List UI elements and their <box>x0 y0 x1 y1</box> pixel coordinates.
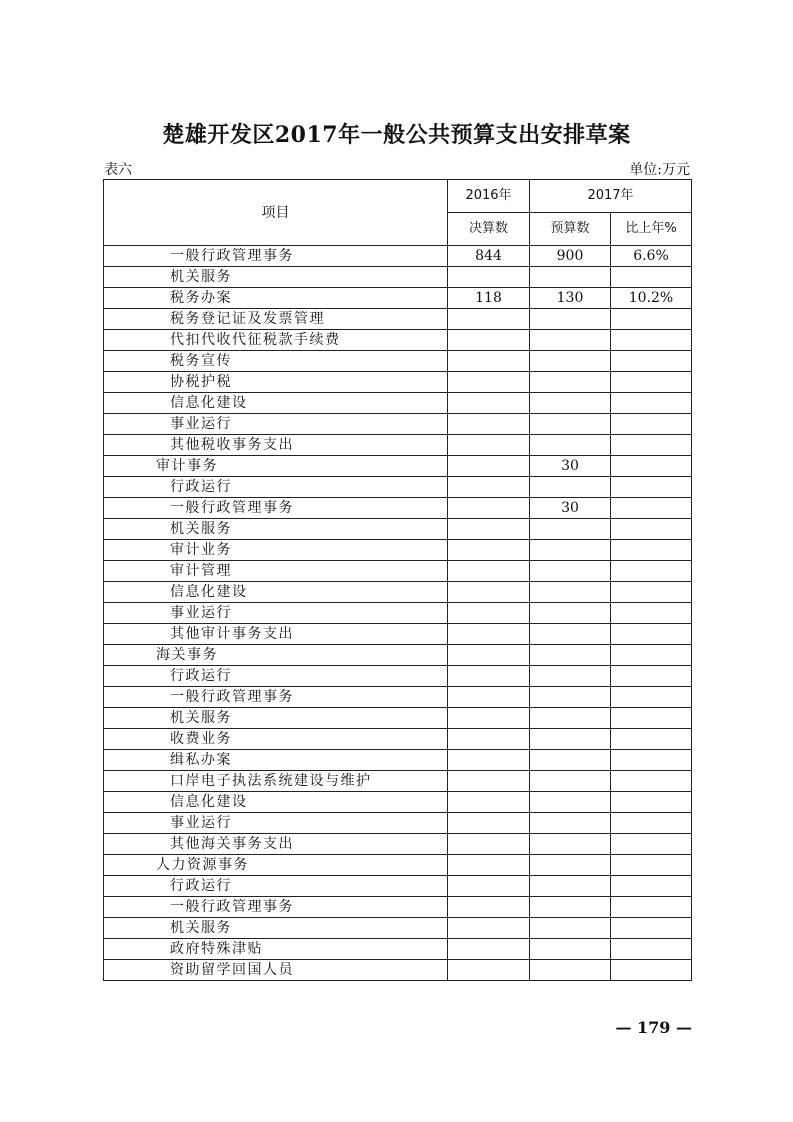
table-row <box>104 918 692 939</box>
row-final-2016 <box>448 666 530 687</box>
row-final-2016 <box>448 372 530 393</box>
row-budget-2017 <box>530 855 611 876</box>
table-row <box>104 624 692 645</box>
row-final-2016 <box>448 330 530 351</box>
header-change: 比上年% <box>611 213 692 246</box>
row-change-percent <box>611 603 692 624</box>
row-final-2016 <box>448 267 530 288</box>
row-item-name: 一般行政管理事务 <box>104 246 448 267</box>
row-final-2016 <box>448 645 530 666</box>
table-row <box>104 309 692 330</box>
table-row <box>104 435 692 456</box>
row-item-name: 其他海关事务支出 <box>104 834 448 855</box>
row-change-percent <box>611 540 692 561</box>
row-change-percent <box>611 519 692 540</box>
row-item-name: 口岸电子执法系统建设与维护 <box>104 771 448 792</box>
row-budget-2017 <box>530 351 611 372</box>
table-row <box>104 267 692 288</box>
row-final-2016 <box>448 414 530 435</box>
row-final-2016 <box>448 813 530 834</box>
row-item-name: 海关事务 <box>104 645 448 666</box>
row-final-2016 <box>448 897 530 918</box>
table-row <box>104 288 692 309</box>
row-item-name: 税务办案 <box>104 288 448 309</box>
header-item: 项目 <box>104 180 448 246</box>
row-budget-2017 <box>530 309 611 330</box>
row-change-percent <box>611 687 692 708</box>
table-row <box>104 666 692 687</box>
row-item-name: 行政运行 <box>104 477 448 498</box>
row-change-percent <box>611 498 692 519</box>
row-change-percent <box>611 792 692 813</box>
row-final-2016 <box>448 582 530 603</box>
row-budget-2017 <box>530 540 611 561</box>
row-final-2016: 118 <box>448 288 530 309</box>
row-final-2016 <box>448 477 530 498</box>
row-change-percent <box>611 750 692 771</box>
table-row <box>104 960 692 981</box>
row-budget-2017: 30 <box>530 498 611 519</box>
row-final-2016 <box>448 939 530 960</box>
row-final-2016: 844 <box>448 246 530 267</box>
row-budget-2017 <box>530 729 611 750</box>
row-change-percent <box>611 582 692 603</box>
row-change-percent <box>611 435 692 456</box>
row-final-2016 <box>448 918 530 939</box>
row-item-name: 行政运行 <box>104 876 448 897</box>
table-row <box>104 372 692 393</box>
budget-table <box>103 179 692 981</box>
row-item-name: 事业运行 <box>104 813 448 834</box>
table-row <box>104 414 692 435</box>
row-item-name: 行政运行 <box>104 666 448 687</box>
table-row <box>104 876 692 897</box>
row-final-2016 <box>448 351 530 372</box>
row-change-percent: 10.2% <box>611 288 692 309</box>
row-change-percent <box>611 477 692 498</box>
row-item-name: 代扣代收代征税款手续费 <box>104 330 448 351</box>
row-item-name: 政府特殊津贴 <box>104 939 448 960</box>
table-row <box>104 645 692 666</box>
row-final-2016 <box>448 834 530 855</box>
table-row <box>104 561 692 582</box>
row-budget-2017 <box>530 582 611 603</box>
row-item-name: 税务登记证及发票管理 <box>104 309 448 330</box>
row-final-2016 <box>448 456 530 477</box>
row-item-name: 审计管理 <box>104 561 448 582</box>
row-change-percent <box>611 456 692 477</box>
row-item-name: 其他审计事务支出 <box>104 624 448 645</box>
row-item-name: 税务宣传 <box>104 351 448 372</box>
row-item-name: 缉私办案 <box>104 750 448 771</box>
row-final-2016 <box>448 708 530 729</box>
row-final-2016 <box>448 855 530 876</box>
table-row <box>104 834 692 855</box>
row-budget-2017: 900 <box>530 246 611 267</box>
row-final-2016 <box>448 624 530 645</box>
row-change-percent <box>611 414 692 435</box>
row-change-percent <box>611 729 692 750</box>
row-change-percent <box>611 960 692 981</box>
table-row <box>104 456 692 477</box>
row-change-percent <box>611 645 692 666</box>
row-change-percent <box>611 666 692 687</box>
header-final: 决算数 <box>448 213 530 246</box>
row-budget-2017 <box>530 792 611 813</box>
row-budget-2017 <box>530 603 611 624</box>
row-budget-2017 <box>530 687 611 708</box>
table-row <box>104 729 692 750</box>
row-change-percent <box>611 876 692 897</box>
row-budget-2017 <box>530 939 611 960</box>
row-change-percent <box>611 708 692 729</box>
row-budget-2017 <box>530 771 611 792</box>
row-change-percent <box>611 897 692 918</box>
row-budget-2017 <box>530 372 611 393</box>
table-row <box>104 246 692 267</box>
row-item-name: 人力资源事务 <box>104 855 448 876</box>
table-row <box>104 498 692 519</box>
table-row <box>104 897 692 918</box>
row-budget-2017 <box>530 876 611 897</box>
row-item-name: 信息化建设 <box>104 393 448 414</box>
table-row <box>104 603 692 624</box>
row-item-name: 信息化建设 <box>104 792 448 813</box>
table-row <box>104 855 692 876</box>
row-budget-2017 <box>530 435 611 456</box>
table-row <box>104 687 692 708</box>
row-budget-2017 <box>530 477 611 498</box>
row-item-name: 一般行政管理事务 <box>104 897 448 918</box>
table-row <box>104 582 692 603</box>
table-row <box>104 393 692 414</box>
row-change-percent <box>611 624 692 645</box>
row-final-2016 <box>448 750 530 771</box>
row-budget-2017 <box>530 624 611 645</box>
row-item-name: 收费业务 <box>104 729 448 750</box>
row-budget-2017 <box>530 960 611 981</box>
row-final-2016 <box>448 309 530 330</box>
row-item-name: 机关服务 <box>104 519 448 540</box>
table-row <box>104 708 692 729</box>
row-change-percent <box>611 267 692 288</box>
row-change-percent <box>611 855 692 876</box>
row-budget-2017 <box>530 330 611 351</box>
row-item-name: 机关服务 <box>104 267 448 288</box>
row-budget-2017 <box>530 666 611 687</box>
row-item-name: 信息化建设 <box>104 582 448 603</box>
table-label: 表六 <box>104 162 132 178</box>
row-budget-2017 <box>530 561 611 582</box>
row-final-2016 <box>448 687 530 708</box>
table-row <box>104 750 692 771</box>
row-budget-2017 <box>530 519 611 540</box>
row-item-name: 事业运行 <box>104 414 448 435</box>
row-budget-2017 <box>530 393 611 414</box>
row-final-2016 <box>448 393 530 414</box>
row-final-2016 <box>448 960 530 981</box>
table-row <box>104 792 692 813</box>
row-item-name: 一般行政管理事务 <box>104 687 448 708</box>
row-item-name: 事业运行 <box>104 603 448 624</box>
row-budget-2017 <box>530 414 611 435</box>
row-final-2016 <box>448 792 530 813</box>
header-budget: 预算数 <box>530 213 611 246</box>
row-item-name: 机关服务 <box>104 918 448 939</box>
table-row <box>104 771 692 792</box>
row-final-2016 <box>448 498 530 519</box>
row-budget-2017: 30 <box>530 456 611 477</box>
table-row <box>104 519 692 540</box>
row-final-2016 <box>448 771 530 792</box>
row-change-percent <box>611 393 692 414</box>
row-final-2016 <box>448 435 530 456</box>
header-2016: 2016年 <box>448 180 530 213</box>
row-final-2016 <box>448 519 530 540</box>
row-item-name: 审计事务 <box>104 456 448 477</box>
row-budget-2017 <box>530 708 611 729</box>
row-final-2016 <box>448 540 530 561</box>
row-change-percent <box>611 939 692 960</box>
page-number: — 179 — <box>615 1018 692 1037</box>
row-item-name: 一般行政管理事务 <box>104 498 448 519</box>
row-change-percent <box>611 771 692 792</box>
unit-label: 单位:万元 <box>629 162 690 178</box>
row-change-percent: 6.6% <box>611 246 692 267</box>
row-item-name: 机关服务 <box>104 708 448 729</box>
row-budget-2017 <box>530 834 611 855</box>
row-change-percent <box>611 834 692 855</box>
row-budget-2017 <box>530 267 611 288</box>
row-change-percent <box>611 372 692 393</box>
table-body <box>104 246 692 981</box>
table-row <box>104 813 692 834</box>
row-budget-2017 <box>530 750 611 771</box>
row-budget-2017 <box>530 918 611 939</box>
row-budget-2017 <box>530 897 611 918</box>
table-row <box>104 351 692 372</box>
table-row <box>104 540 692 561</box>
row-final-2016 <box>448 729 530 750</box>
row-final-2016 <box>448 561 530 582</box>
row-item-name: 审计业务 <box>104 540 448 561</box>
row-budget-2017: 130 <box>530 288 611 309</box>
row-change-percent <box>611 309 692 330</box>
row-budget-2017 <box>530 645 611 666</box>
table-header <box>104 180 692 246</box>
page-title: 楚雄开发区2017年一般公共预算支出安排草案 <box>162 122 631 148</box>
row-change-percent <box>611 351 692 372</box>
row-item-name: 协税护税 <box>104 372 448 393</box>
row-budget-2017 <box>530 813 611 834</box>
row-change-percent <box>611 330 692 351</box>
table-row <box>104 939 692 960</box>
row-item-name: 资助留学回国人员 <box>104 960 448 981</box>
header-2017: 2017年 <box>530 180 692 213</box>
row-final-2016 <box>448 603 530 624</box>
table-row <box>104 330 692 351</box>
row-change-percent <box>611 813 692 834</box>
row-item-name: 其他税收事务支出 <box>104 435 448 456</box>
row-final-2016 <box>448 876 530 897</box>
table-row <box>104 477 692 498</box>
row-change-percent <box>611 918 692 939</box>
row-change-percent <box>611 561 692 582</box>
